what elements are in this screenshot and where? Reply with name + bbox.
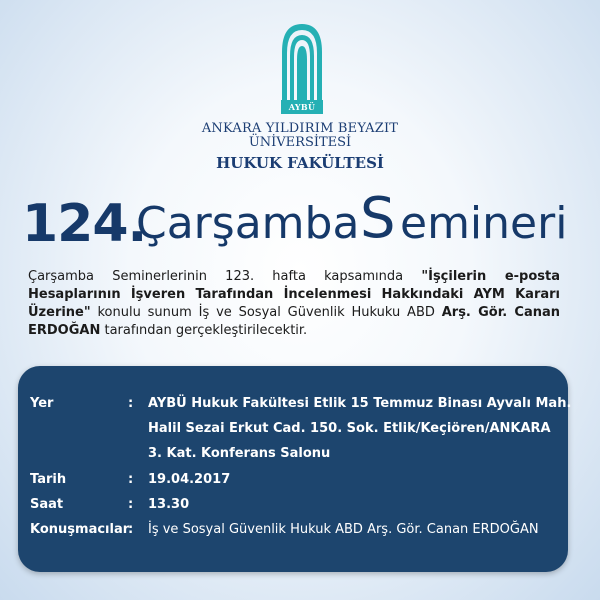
time-colon: : — [128, 497, 134, 512]
speakers-value: İş ve Sosyal Güvenlik Hukuk ABD Arş. Gör. Canan ERDOĞAN — [148, 522, 539, 537]
title-word-carsamba: Çarşamba — [136, 198, 360, 249]
intro-part1: Çarşamba Seminerlerinin 123. hafta kapsamında — [28, 269, 422, 284]
speakers-label: Konuşmacılar — [30, 522, 130, 537]
intro-topic: "İşçilerin e-posta Hesaplarının İşveren Tarafından İncelenmesi Hakkındaki AYM Kararı Üzerine" — [28, 269, 560, 320]
logo-text: AYBÜ — [288, 102, 316, 112]
intro-part3: tarafından gerçekleştirilecektir. — [100, 323, 308, 338]
logo-band — [281, 100, 323, 114]
university-name-line1: ANKARA YILDIRIM BEYAZIT — [201, 121, 399, 136]
event-info-box — [18, 366, 572, 572]
date-colon: : — [128, 472, 134, 487]
intro-part2: konulu sunum İş ve Sosyal Güvenlik Hukuku ABD — [90, 305, 442, 320]
place-label: Yer — [30, 396, 54, 411]
date-value: 19.04.2017 — [148, 472, 231, 487]
intro-paragraph — [28, 268, 560, 340]
speakers-colon: : — [128, 522, 134, 537]
seminar-title — [22, 186, 582, 256]
place-colon: : — [128, 396, 134, 411]
title-word-semineri: emineri — [400, 198, 568, 249]
faculty-name: HUKUK FAKÜLTESİ — [216, 154, 384, 172]
place-line1: AYBÜ Hukuk Fakültesi Etlik 15 Temmuz Binası Ayvalı Mah. — [148, 396, 572, 411]
date-label: Tarih — [30, 472, 67, 487]
time-value: 13.30 — [148, 497, 190, 512]
place-line3: 3. Kat. Konferans Salonu — [148, 446, 331, 461]
university-logo — [280, 22, 324, 102]
time-label: Saat — [30, 497, 64, 512]
seminar-number: 124. — [22, 194, 147, 254]
university-name-line2: ÜNİVERSİTESİ — [248, 135, 352, 150]
place-line2: Halil Sezai Erkut Cad. 150. Sok. Etlik/Keçiören/ANKARA — [148, 421, 551, 436]
title-big-letter: S — [360, 186, 396, 251]
intro-speaker: Arş. Gör. Canan ERDOĞAN — [28, 305, 560, 338]
